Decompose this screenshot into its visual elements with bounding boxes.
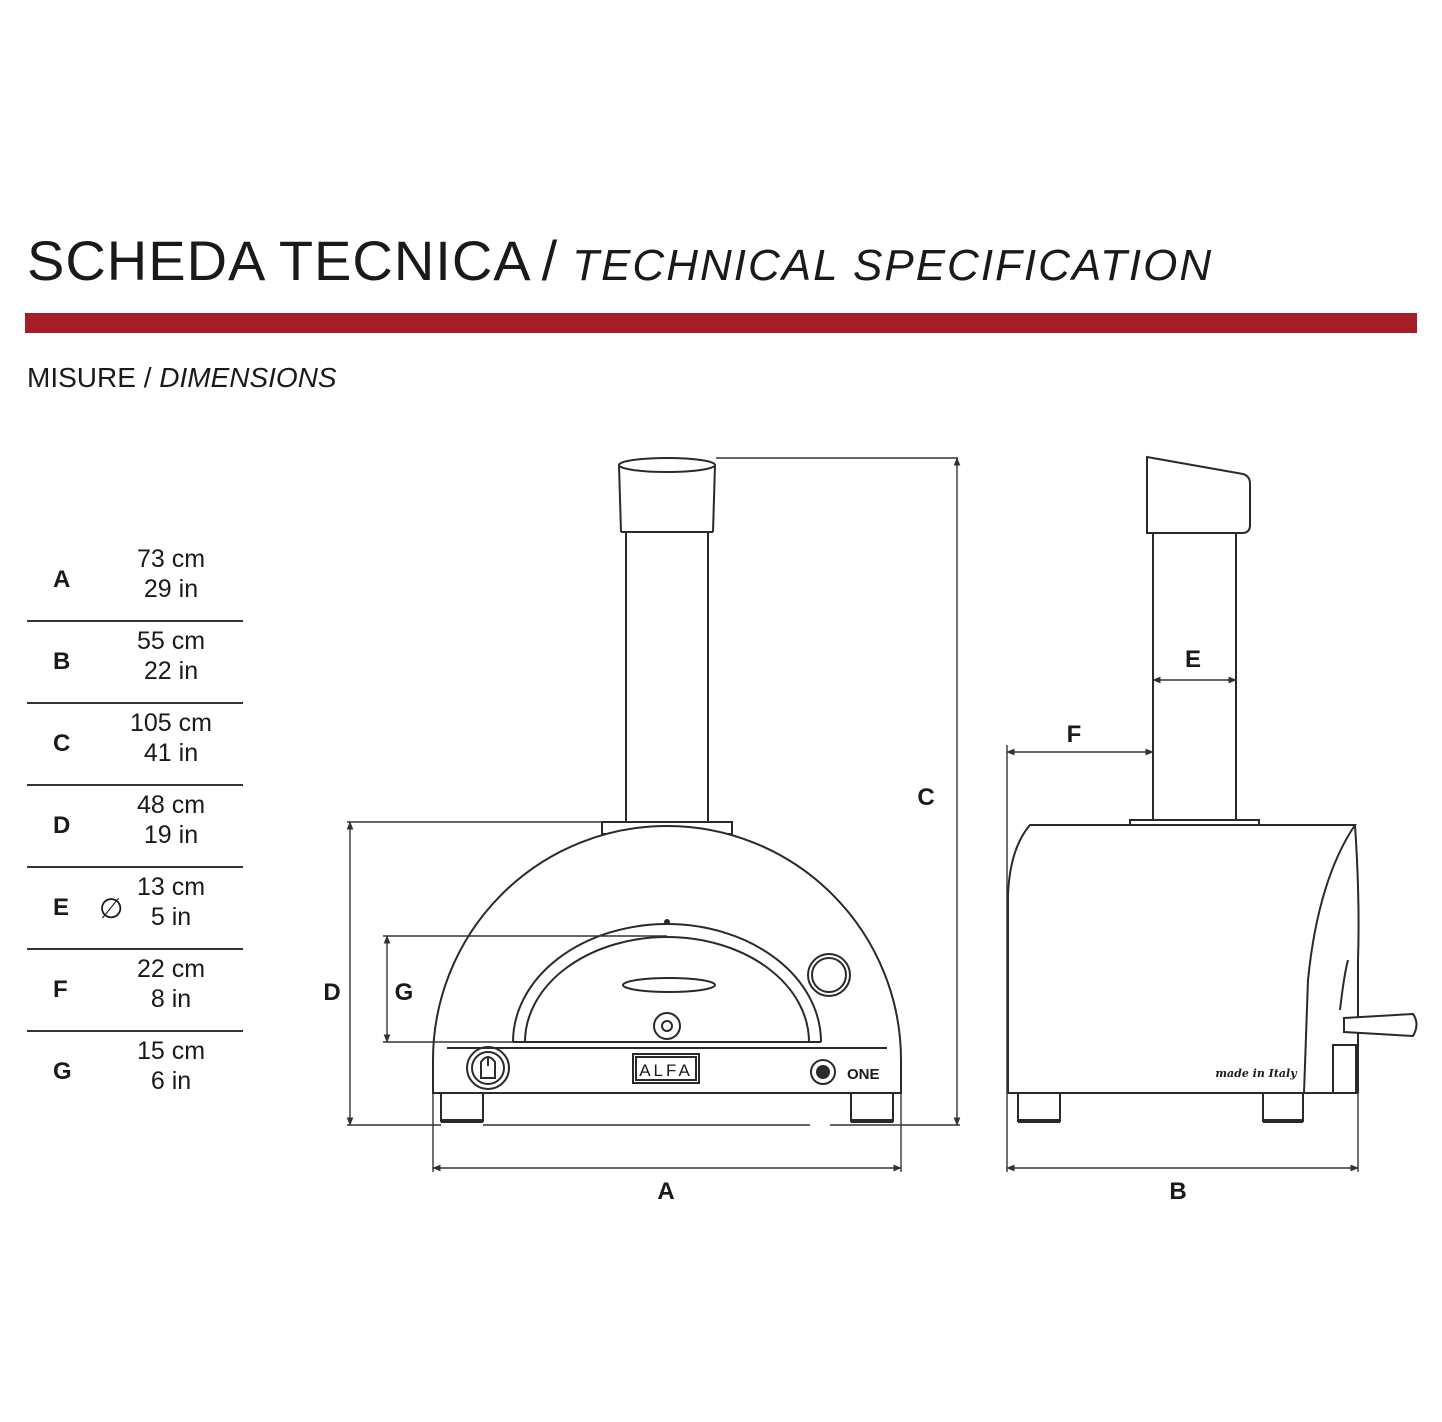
side-foot-right — [1263, 1093, 1303, 1121]
side-foot-left — [1018, 1093, 1060, 1121]
dimension-label-c: C — [917, 784, 935, 811]
front-foot-left — [441, 1093, 483, 1121]
side-chimney-cap — [1147, 457, 1250, 533]
made-in-italy-label: made in Italy — [1215, 1067, 1297, 1080]
dimension-label-e: E — [1184, 646, 1202, 673]
value-cm: 48 cm — [136, 791, 206, 819]
front-foot-right — [851, 1093, 893, 1121]
dimension-letter: D — [53, 812, 71, 839]
dimension-label-b: B — [1169, 1178, 1187, 1205]
value-cm: 105 cm — [130, 709, 212, 737]
value-in: 8 in — [150, 985, 192, 1013]
value-in: 41 in — [143, 739, 199, 767]
brand-logo: ALFA — [639, 1061, 693, 1080]
section-label: MISURE — [27, 362, 136, 393]
dimension-letter: F — [53, 976, 68, 1003]
side-chimney-flue — [1153, 533, 1236, 820]
value-in: 19 in — [143, 821, 199, 849]
value-in: 29 in — [143, 575, 199, 603]
side-body — [1008, 825, 1355, 1093]
chimney-cap — [619, 458, 715, 532]
model-label: ONE — [847, 1066, 880, 1083]
dimension-letter: E — [53, 894, 70, 921]
chimney-flue — [626, 532, 708, 822]
value-cm: 22 cm — [136, 955, 206, 983]
dimension-letter: A — [53, 566, 71, 593]
dimension-label-a: A — [657, 1178, 675, 1205]
dimension-label-d: D — [323, 979, 341, 1006]
diameter-icon: ∅ — [99, 892, 124, 924]
title-main: SCHEDA TECNICA — [27, 229, 532, 292]
dimension-label-g: G — [394, 979, 414, 1006]
value-in: 5 in — [150, 903, 192, 931]
dimension-letter: B — [53, 648, 71, 675]
value-in: 22 in — [143, 657, 199, 685]
dimension-letter: C — [53, 730, 71, 757]
dimension-letter: G — [53, 1058, 72, 1085]
front-view — [433, 458, 901, 1121]
value-in: 6 in — [150, 1067, 192, 1095]
value-cm: 73 cm — [136, 545, 206, 573]
title-separator: / — [541, 229, 559, 292]
side-view — [1008, 457, 1417, 1121]
section-separator: / — [143, 362, 152, 393]
title-english: TECHNICAL SPECIFICATION — [572, 241, 1214, 290]
section-label-english: DIMENSIONS — [159, 362, 337, 393]
dimension-label-f: F — [1066, 721, 1082, 748]
value-cm: 15 cm — [136, 1037, 206, 1065]
side-handle-icon — [1344, 1014, 1417, 1036]
value-cm: 13 cm — [136, 873, 206, 901]
value-cm: 55 cm — [136, 627, 206, 655]
